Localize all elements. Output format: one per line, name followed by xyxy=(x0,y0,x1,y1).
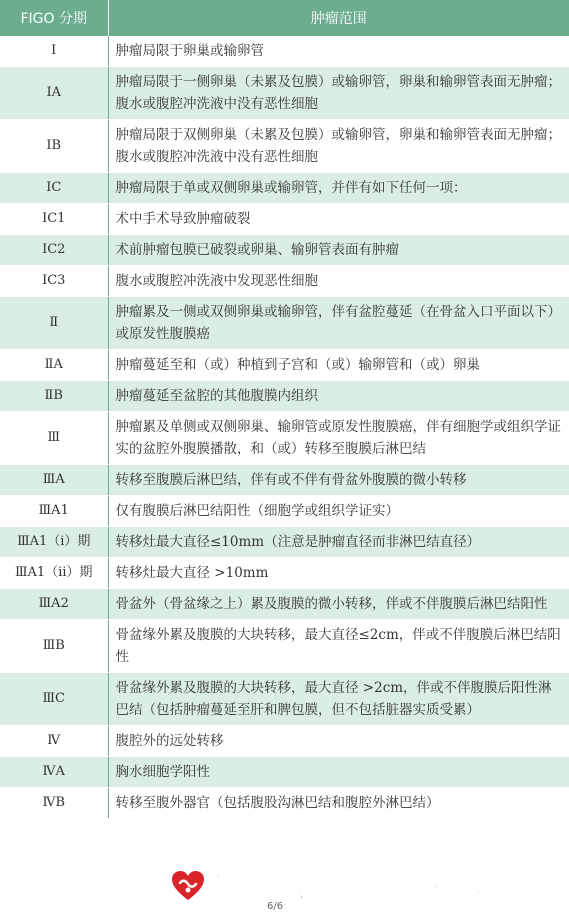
stage-cell: Ⅰ xyxy=(0,36,108,67)
table-row xyxy=(0,381,569,412)
extent-cell: 肿瘤蔓延至盆腔的其他腹膜内组织 xyxy=(108,381,569,412)
stage-cell: ⅢA xyxy=(0,465,108,496)
stage-cell: ⅡA xyxy=(0,350,108,381)
extent-cell: 腹水或腹腔冲洗液中发现恶性细胞 xyxy=(108,266,569,297)
table-row xyxy=(0,620,569,673)
stage-cell: Ⅱ xyxy=(0,297,108,350)
stage-cell: ⅠC3 xyxy=(0,266,108,297)
table-row xyxy=(0,204,569,235)
watermark-text: 焦作中海中医肿瘤医院 xyxy=(210,871,501,904)
heart-logo-icon xyxy=(170,868,206,904)
extent-cell: 胸水细胞学阳性 xyxy=(108,757,569,788)
extent-cell: 仅有腹膜后淋巴结阳性（细胞学或组织学证实） xyxy=(108,496,569,527)
extent-cell: 术中手术导致肿瘤破裂 xyxy=(108,204,569,235)
table-row xyxy=(0,266,569,297)
stage-cell: ⅢA1（ⅰ）期 xyxy=(0,527,108,558)
extent-cell: 转移灶最大直径 >10mm xyxy=(108,558,569,589)
stage-cell: ⅠC1 xyxy=(0,204,108,235)
extent-cell: 骨盆外（骨盆缘之上）累及腹膜的微小转移，伴或不伴腹膜后淋巴结阳性 xyxy=(108,589,569,620)
extent-cell: 骨盆缘外累及腹膜的大块转移，最大直径≤2cm，伴或不伴腹膜后淋巴结阳性 xyxy=(108,620,569,673)
extent-cell: 腹腔外的远处转移 xyxy=(108,726,569,757)
extent-column-header: 肿瘤范围 xyxy=(108,0,569,36)
stage-column-header: FIGO 分期 xyxy=(0,0,108,36)
stage-cell: ⅠA xyxy=(0,67,108,120)
stage-cell: ⅢA1（ⅱ）期 xyxy=(0,558,108,589)
stage-cell: ⅠC2 xyxy=(0,235,108,266)
table-row xyxy=(0,673,569,726)
stage-cell: ⅢC xyxy=(0,673,108,726)
extent-cell: 肿瘤局限于单或双侧卵巢或输卵管，并伴有如下任何一项： xyxy=(108,173,569,204)
watermark xyxy=(170,866,500,906)
table-row xyxy=(0,726,569,757)
stage-cell: ⅠB xyxy=(0,120,108,173)
stage-cell: ⅣA xyxy=(0,757,108,788)
extent-cell: 骨盆缘外累及腹膜的大块转移，最大直径 >2cm，伴或不伴腹膜后阳性淋巴结（包括肿瘤蔓延至肝和脾包膜，但不包括脏器实质受累） xyxy=(108,673,569,726)
extent-cell: 肿瘤局限于一侧卵巢（未累及包膜）或输卵管，卵巢和输卵管表面无肿瘤；腹水或腹腔冲洗液中没有恶性细胞 xyxy=(108,67,569,120)
table-row xyxy=(0,412,569,465)
table-row xyxy=(0,350,569,381)
table-row xyxy=(0,173,569,204)
extent-cell: 肿瘤累及一侧或双侧卵巢或输卵管，伴有盆腔蔓延（在骨盆入口平面以下）或原发性腹膜癌 xyxy=(108,297,569,350)
table-row xyxy=(0,527,569,558)
extent-cell: 肿瘤局限于双侧卵巢（未累及包膜）或输卵管，卵巢和输卵管表面无肿瘤；腹水或腹腔冲洗液中没有恶性细胞 xyxy=(108,120,569,173)
table-row xyxy=(0,67,569,120)
stage-cell: Ⅲ xyxy=(0,412,108,465)
stage-cell: ⅣB xyxy=(0,788,108,819)
extent-cell: 肿瘤局限于卵巢或输卵管 xyxy=(108,36,569,67)
stage-cell: ⅡB xyxy=(0,381,108,412)
table-row xyxy=(0,297,569,350)
stage-cell: ⅢB xyxy=(0,620,108,673)
table-row xyxy=(0,757,569,788)
stage-cell: Ⅳ xyxy=(0,726,108,757)
extent-cell: 转移至腹外器官（包括腹股沟淋巴结和腹腔外淋巴结） xyxy=(108,788,569,819)
stage-cell: ⅢA1 xyxy=(0,496,108,527)
page-number: 6/6 xyxy=(267,901,284,912)
table-header-row xyxy=(0,0,569,36)
table-row xyxy=(0,120,569,173)
extent-cell: 术前肿瘤包膜已破裂或卵巢、输卵管表面有肿瘤 xyxy=(108,235,569,266)
extent-cell: 转移至腹膜后淋巴结，伴有或不伴有骨盆外腹膜的微小转移 xyxy=(108,465,569,496)
stage-cell: ⅠC xyxy=(0,173,108,204)
extent-cell: 肿瘤蔓延至和（或）种植到子宫和（或）输卵管和（或）卵巢 xyxy=(108,350,569,381)
table-row xyxy=(0,36,569,67)
extent-cell: 肿瘤累及单侧或双侧卵巢、输卵管或原发性腹膜癌，伴有细胞学或组织学证实的盆腔外腹膜播散，和（或）转移至腹膜后淋巴结 xyxy=(108,412,569,465)
table-row xyxy=(0,558,569,589)
table-row xyxy=(0,465,569,496)
stage-cell: ⅢA2 xyxy=(0,589,108,620)
table-row xyxy=(0,788,569,819)
extent-cell: 转移灶最大直径≤10mm（注意是肿瘤直径而非淋巴结直径） xyxy=(108,527,569,558)
table-row xyxy=(0,589,569,620)
table-row xyxy=(0,496,569,527)
table-row xyxy=(0,235,569,266)
